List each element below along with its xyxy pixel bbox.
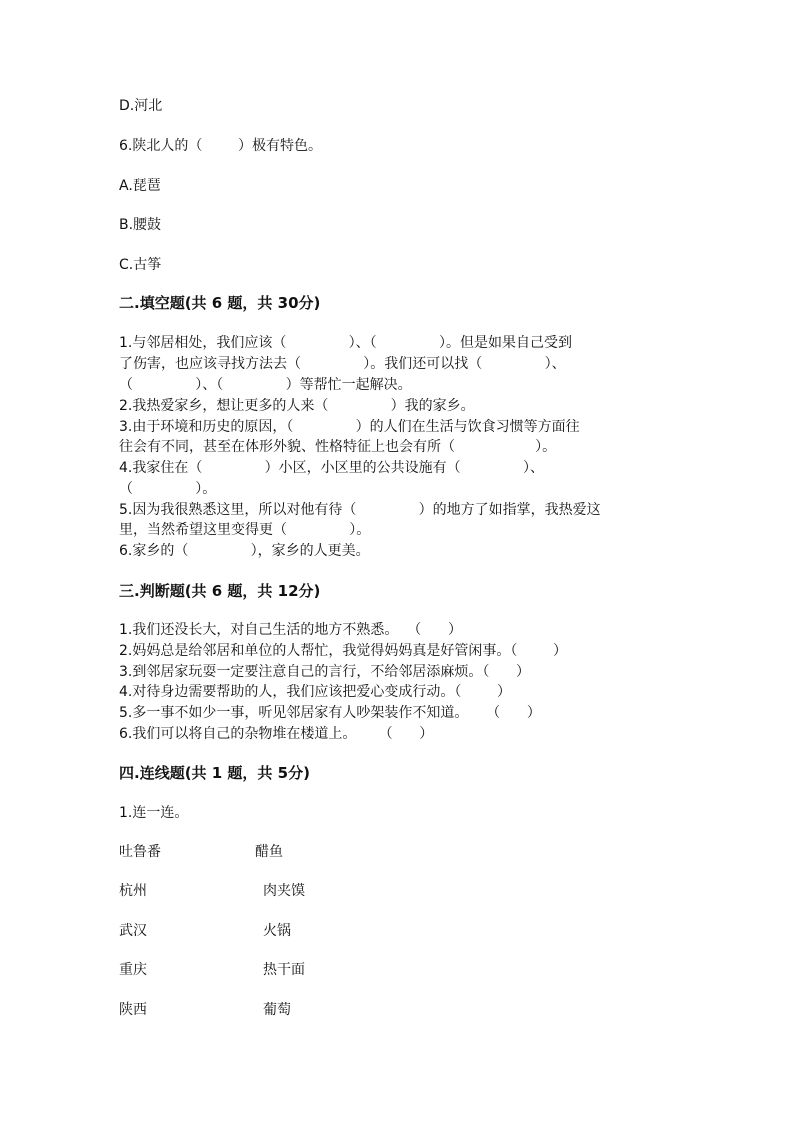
- judge-line: 2.妈妈总是给邻居和单位的人帮忙，我觉得妈妈真是好管闲事。（ ）: [119, 643, 567, 659]
- section-2-title: 二.填空题(共 6 题，共 30分): [119, 294, 321, 312]
- question-6-stem: 6.陕北人的（ ）极有特色。: [119, 138, 322, 154]
- match-right-item: 葡萄: [263, 1002, 291, 1018]
- fill-line: 了伤害，也应该寻找方法去（ ）。我们还可以找（ ）、: [119, 356, 566, 372]
- match-right-item: 醋鱼: [255, 844, 283, 860]
- match-left-item: 武汉: [119, 923, 147, 939]
- judge-line: 3.到邻居家玩耍一定要注意自己的言行，不给邻居添麻烦。（ ）: [119, 664, 531, 680]
- option-c: C.古筝: [119, 257, 162, 273]
- match-left-item: 吐鲁番: [119, 844, 161, 860]
- fill-line: 4.我家住在（ ）小区，小区里的公共设施有（ ）、: [119, 460, 544, 476]
- match-right-item: 肉夹馍: [263, 883, 305, 899]
- fill-line: 里，当然希望这里变得更（ ）。: [119, 522, 371, 538]
- judge-line: 1.我们还没长大，对自己生活的地方不熟悉。 （ ）: [119, 622, 462, 638]
- fill-line: 2.我热爱家乡，想让更多的人来（ ）我的家乡。: [119, 398, 475, 414]
- fill-line: 6.家乡的（ ），家乡的人更美。: [119, 543, 370, 559]
- section-4-title: 四.连线题(共 1 题，共 5分): [119, 764, 310, 782]
- match-left-item: 陕西: [119, 1002, 147, 1018]
- option-b: B.腰鼓: [119, 217, 162, 233]
- fill-line: （ ）。: [119, 481, 217, 497]
- judge-line: 4.对待身边需要帮助的人，我们应该把爱心变成行动。（ ）: [119, 684, 511, 700]
- fill-line: （ ）、（ ）等帮忙一起解决。: [119, 377, 412, 393]
- fill-line: 5.因为我很熟悉这里，所以对他有待（ ）的地方了如指掌，我热爱这: [119, 502, 601, 518]
- fill-line: 往会有不同，甚至在体形外貌、性格特征上也会有所（ ）。: [119, 439, 557, 455]
- option-a: A.琵琶: [119, 178, 161, 194]
- option-d: D.河北: [119, 98, 163, 114]
- match-right-item: 火锅: [263, 923, 291, 939]
- match-right-item: 热干面: [263, 962, 305, 978]
- fill-line: 1.与邻居相处，我们应该（ ）、（ ）。但是如果自己受到: [119, 335, 572, 351]
- match-left-item: 重庆: [119, 962, 147, 978]
- matching-question: 1.连一连。: [119, 805, 189, 821]
- section-3-title: 三.判断题(共 6 题，共 12分): [119, 582, 321, 600]
- fill-line: 3.由于环境和历史的原因，（ ）的人们在生活与饮食习惯等方面往: [119, 419, 580, 435]
- match-left-item: 杭州: [119, 883, 147, 899]
- judge-line: 5.多一事不如少一事，听见邻居家有人吵架装作不知道。 （ ）: [119, 705, 541, 721]
- judge-line: 6.我们可以将自己的杂物堆在楼道上。 （ ）: [119, 726, 434, 742]
